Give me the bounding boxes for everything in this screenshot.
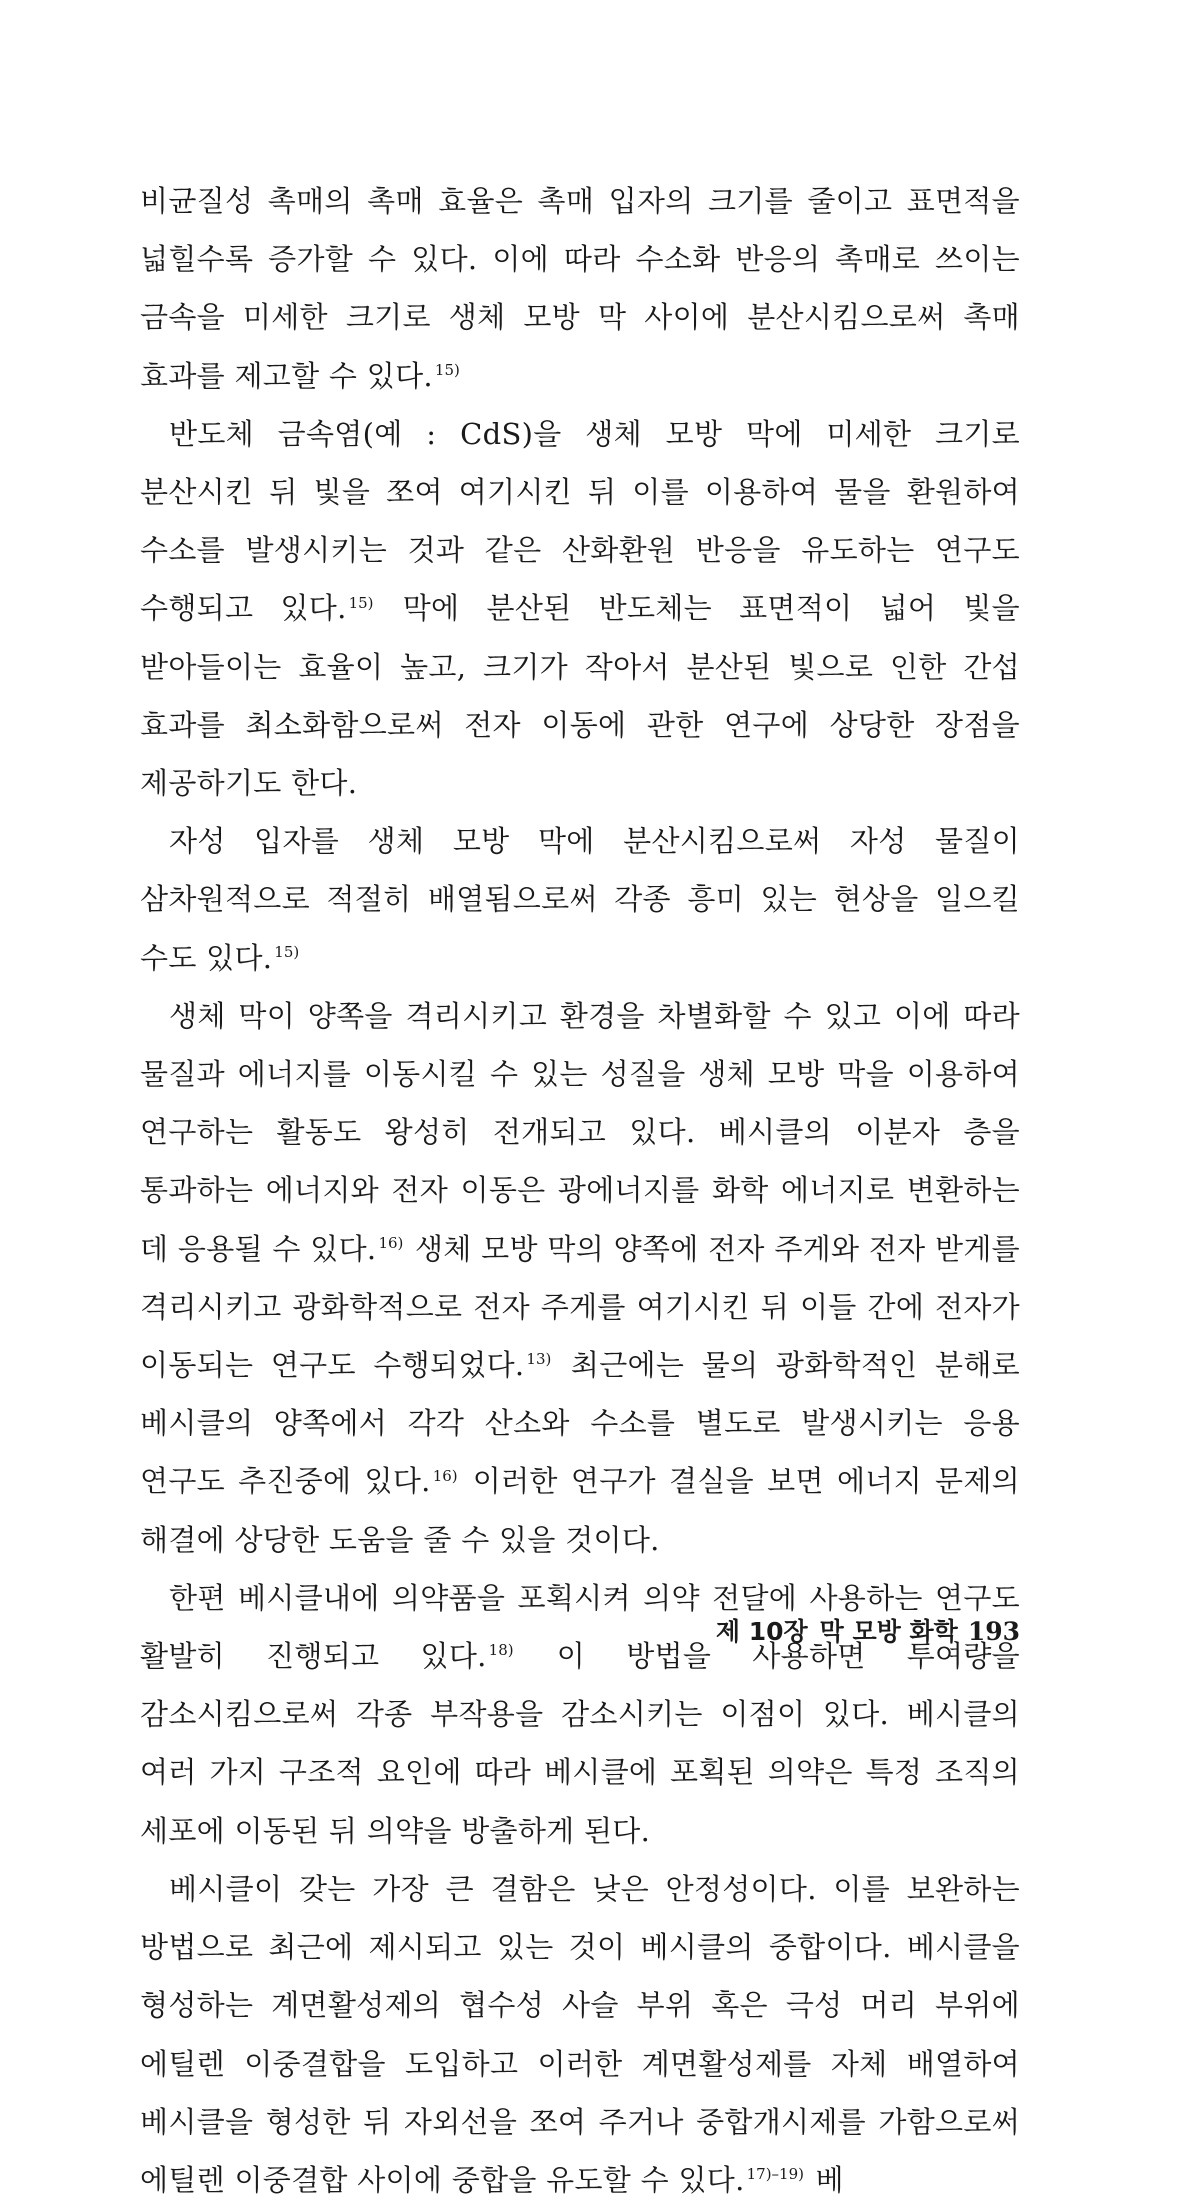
paragraph-4-text-b: 생체 모방 막의 양쪽에 전자 주게와 전자 받게를 격리시키고 광화학적으로 전자 주게를 여기시킨 뒤 이들 간에 전자가 이동되는 연구도 수행되었다. — [140, 1231, 1020, 1383]
page-footer — [716, 1612, 1020, 1648]
paragraph-4-text-c: 최근에는 물의 광화학적인 분해로 베시클의 양쪽에서 각각 산소와 수소를 별도로 발생시키는 응용 연구도 추진중에 있다. — [140, 1348, 1020, 1499]
page-number: 193 — [967, 1617, 1020, 1646]
footer-chapter: 제 10장 — [715, 1617, 808, 1646]
paragraph-5-text-a: 한편 베시클내에 의약품을 포획시켜 의약 전달에 사용하는 연구도 활발히 진행되고 있다. — [140, 1580, 1020, 1674]
paragraph-1 — [140, 172, 1020, 405]
paragraph-2-text-a: 반도체 금속염(예 : CdS)을 생체 모방 막에 미세한 크기로 분산시킨 뒤 빛을 쪼여 여기시킨 뒤 이를 이용하여 물을 환원하여 수소를 발생시키는 것과 같은 산화환원 반응을 유도하는 연구도 수행되고 있다. — [140, 416, 1020, 626]
paragraph-2 — [140, 405, 1020, 812]
citation-15-a: 15) — [434, 360, 460, 379]
page-body — [140, 172, 1020, 2209]
paragraph-4-text-a: 생체 막이 양쪽을 격리시키고 환경을 차별화할 수 있고 이에 따라 물질과 에너지를 이동시킬 수 있는 성질을 생체 모방 막을 이용하여 연구하는 활동도 왕성히 전개되고 있다. 베시클의 이분자 층을 통과하는 에너지와 전자 이동은 광에너지를 화학 에너지로 변환하는 데 응용될 수 있다. — [140, 998, 1020, 1266]
citation-16-a: 16) — [378, 1234, 404, 1252]
paragraph-6 — [140, 1860, 1020, 2209]
citation-15-b: 15) — [348, 593, 374, 612]
paragraph-6-text-b: 베 — [806, 2162, 844, 2197]
citation-16-b: 16) — [432, 1466, 458, 1485]
paragraph-1-text: 비균질성 촉매의 촉매 효율은 촉매 입자의 크기를 줄이고 표면적을 넓힐수록 증가할 수 있다. 이에 따라 수소화 반응의 촉매로 쓰이는 금속을 미세한 크기로 생체 모방 막 사이에 분산시킴으로써 촉매 효과를 제고할 수 있다. — [140, 184, 1020, 393]
citation-15-c: 15) — [274, 942, 300, 961]
paragraph-3-text: 자성 입자를 생체 모방 막에 분산시킴으로써 자성 물질이 삼차원적으로 적절히 배열됨으로써 각종 흥미 있는 현상을 일으킬 수도 있다. — [140, 824, 1020, 975]
citation-17-19: 17)–19) — [746, 2165, 804, 2184]
paragraph-3 — [140, 812, 1020, 987]
footer-chapter-title: 막 모방 화학 — [819, 1617, 958, 1646]
paragraph-4-text-d: 이러한 연구가 결실을 보면 에너지 문제의 해결에 상당한 도움을 줄 수 있을 것이다. — [140, 1464, 1020, 1557]
paragraph-6-text-a: 베시클이 갖는 가장 큰 결함은 낮은 안정성이다. 이를 보완하는 방법으로 최근에 제시되고 있는 것이 베시클의 중합이다. 베시클을 형성하는 계면활성제의 협수성 사슬 부위 혹은 극성 머리 부위에 에틸렌 이중결합을 도입하고 이러한 계면활성제를 자체 배열하여 베시클을 형성한 뒤 자외선을 쪼여 주거나 중합개시제를 가함으로써 에틸렌 이중결합 사이에 중합을 유도할 수 있다. — [140, 1871, 1020, 2197]
paragraph-2-text-b: 막에 분산된 반도체는 표면적이 넓어 빛을 받아들이는 효율이 높고, 크기가 작아서 분산된 빛으로 인한 간섭 효과를 최소화함으로써 전자 이동에 관한 연구에 상당한 장점을 제공하기도 한다. — [140, 591, 1020, 801]
paragraph-4 — [140, 987, 1020, 1569]
citation-18: 18) — [488, 1641, 514, 1660]
citation-13: 13) — [526, 1350, 552, 1369]
paragraph-5-text-b: 이 방법을 사용하면 투여량을 감소시킴으로써 각종 부작용을 감소시키는 이점이 있다. 베시클의 여러 가지 구조적 요인에 따라 베시클에 포획된 의약은 특정 조직의 세포에 이동된 뒤 의약을 방출하게 된다. — [140, 1639, 1020, 1848]
